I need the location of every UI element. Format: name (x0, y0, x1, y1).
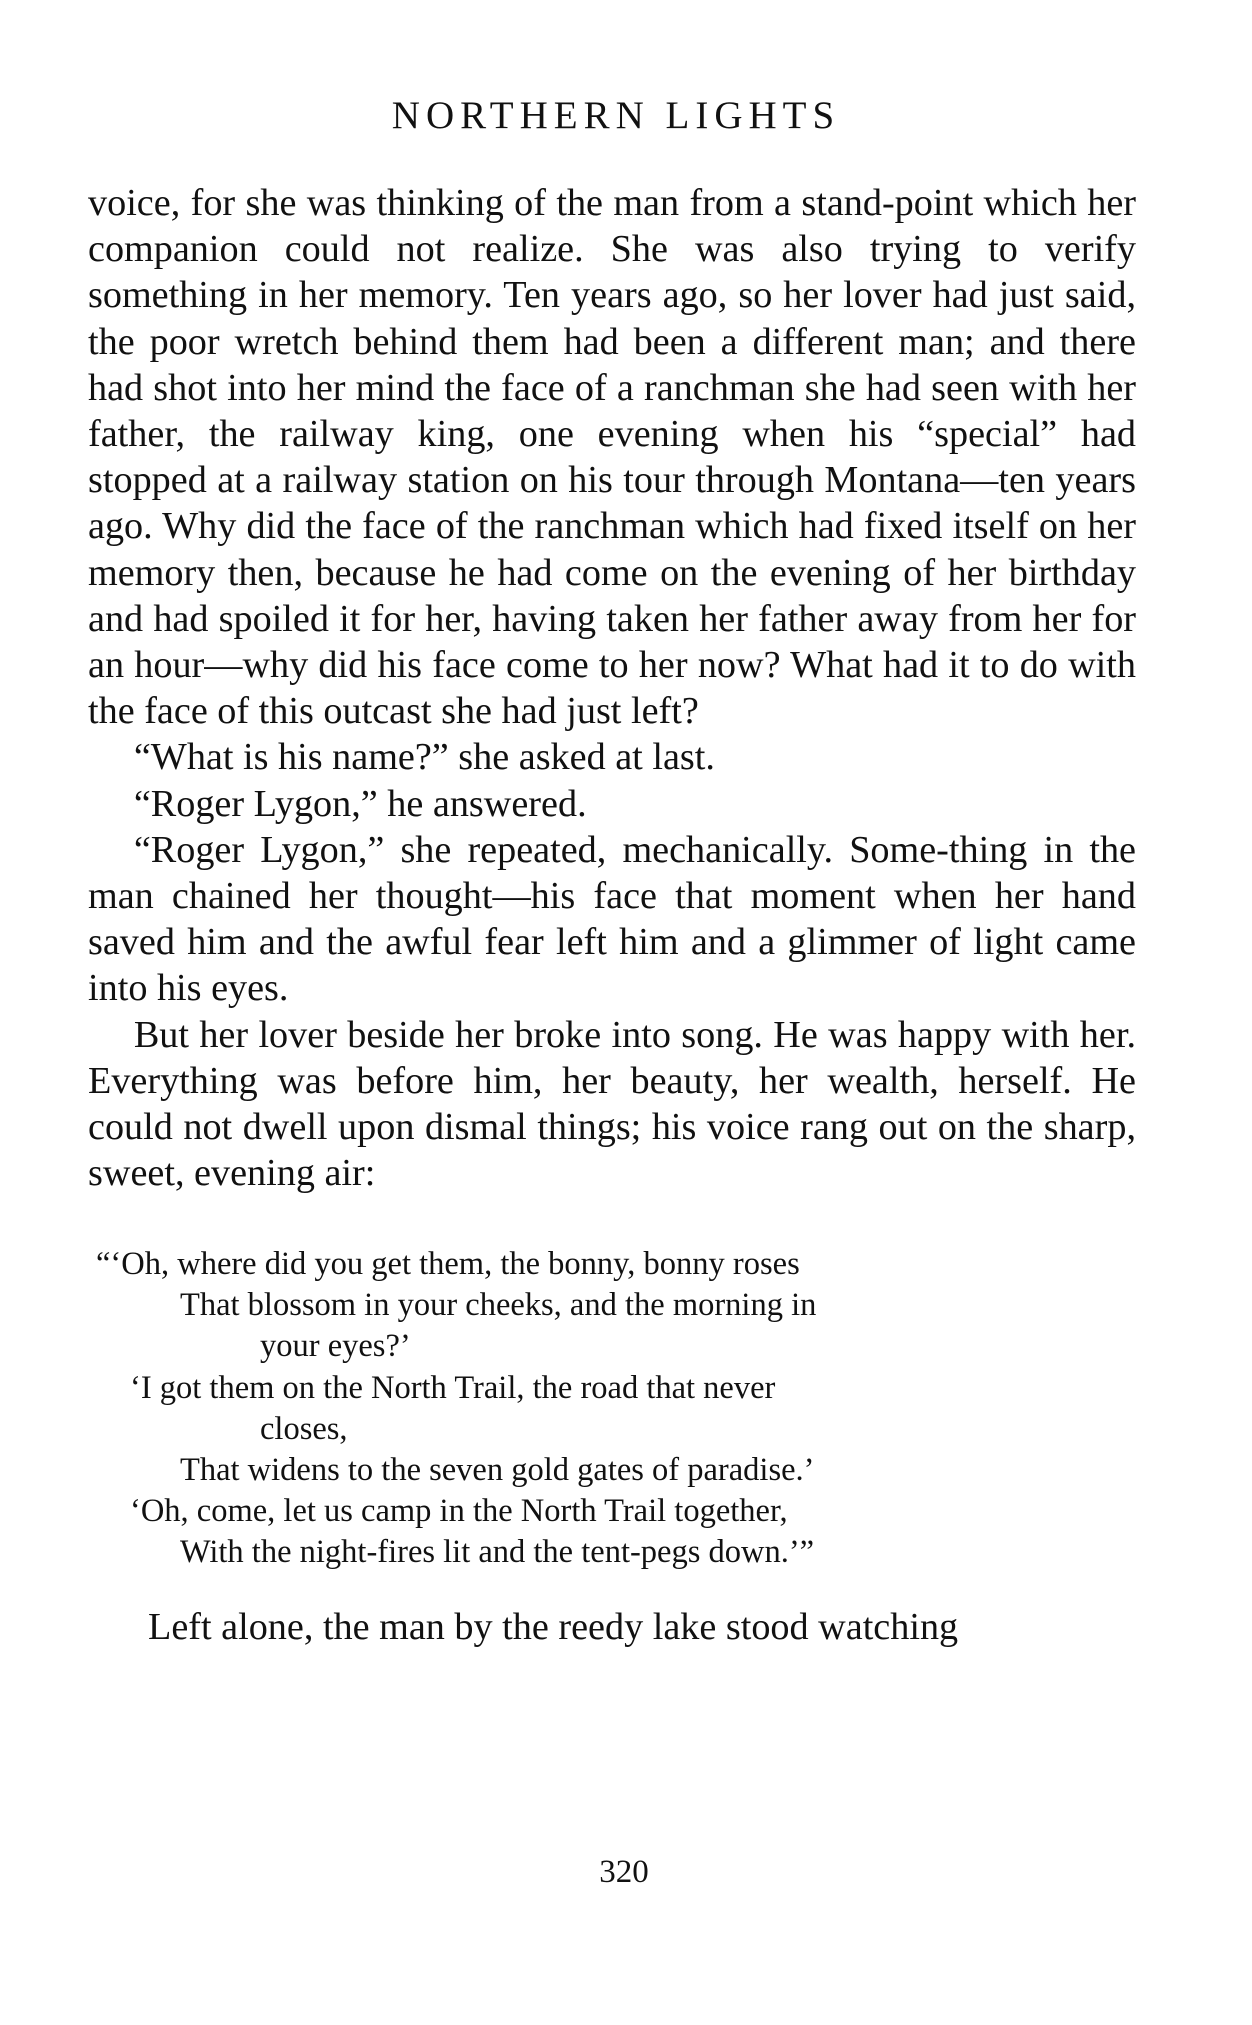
closing-line: Left alone, the man by the reedy lake stood watching (148, 1606, 959, 1648)
verse-line: your eyes?’ (260, 1328, 411, 1365)
body-text (88, 180, 1136, 1196)
verse-line: “‘Oh, where did you get them, the bonny, bonny roses (96, 1246, 800, 1282)
verse-line: With the night-fires lit and the tent-pegs down.’” (180, 1534, 815, 1571)
paragraph-question: “What is his name?” she asked at last. (133, 736, 715, 779)
paragraph-continued: voice, for she was thinking of the man from a stand-point which her companion could not realize. She was also trying to verify something in her memory. Ten years ago, so her lover had just said, the poor wretch behind them had been a different man; and there had shot into her mind the face of a ranchman she had seen with her father, the railway king, one evening when his “special” had stopped at a railway station on his tour through Montana—ten years ago. Why did the face of the ranchman which had fixed itself on her memory then, because he had come on the evening of her birthday and had spoiled it for her, having taken her father away from her for an hour—why did his face come to her now? What had it to do with the face of this outcast she had just left? (88, 182, 1136, 733)
verse-line: That widens to the seven gold gates of paradise.’ (180, 1452, 815, 1489)
verse-line: closes, (260, 1410, 348, 1447)
paragraph-song-intro: But her lover beside her broke into song. He was happy with her. Everything was before him, her beauty, her wealth, herself. He could not dwell upon dismal things; his voice rang out on the sharp, sweet, evening air: (88, 1013, 1136, 1195)
paragraph-answer: “Roger Lygon,” he answered. (133, 782, 587, 825)
verse-line: That blossom in your cheeks, and the morning in (180, 1287, 817, 1324)
paragraph-repeated-name: “Roger Lygon,” she repeated, mechanically. Some-thing in the man chained her thought—his face that moment when her hand saved him and the awful fear left him and a glimmer of light came into his eyes. (88, 828, 1136, 1010)
running-head: NORTHERN LIGHTS (391, 94, 841, 137)
song-verse (96, 1244, 1140, 1574)
page-number: 320 (599, 1854, 649, 1890)
verse-line: ‘I got them on the North Trail, the road that never (130, 1369, 776, 1406)
verse-line: ‘Oh, come, let us camp in the North Trail together, (130, 1493, 788, 1530)
